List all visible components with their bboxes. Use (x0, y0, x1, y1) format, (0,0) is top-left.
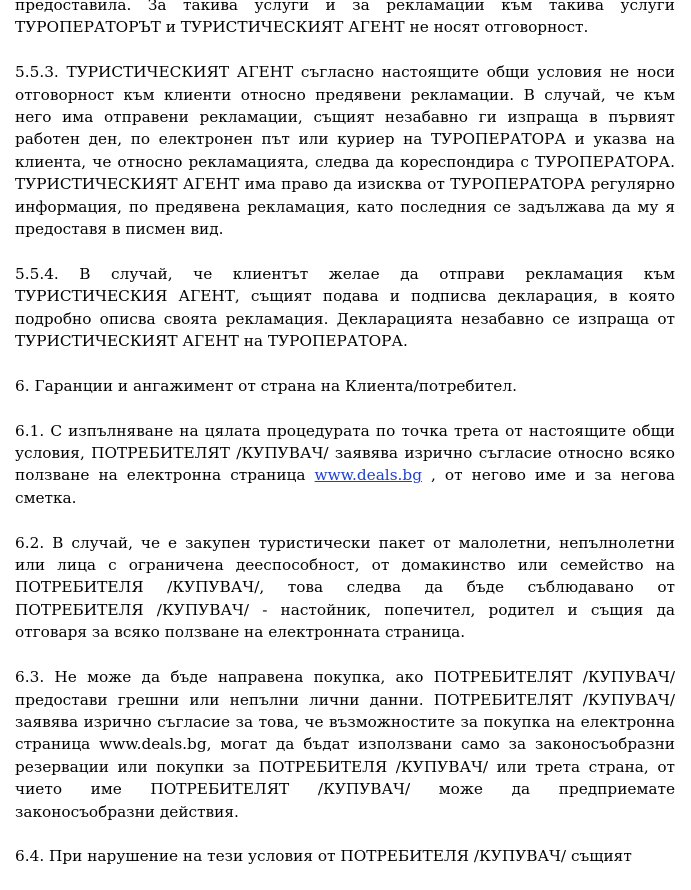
paragraph-continuation: предоставила. За такива услуги и за рекламации към такива услуги ТУРОПЕРАТОРЪТ и ТУРИСТИЧЕСКИЯТ АГЕНТ не носят отговорност. (15, 0, 675, 37)
paragraph-6-1-text-end: , от негово име и за негова сметка. (15, 466, 676, 507)
paragraph-6-3: 6.3. Не може да бъде направена покупка, ако ПОТРЕБИТЕЛЯТ /КУПУВАЧ/ предостави грешни или непълни лични данни. ПОТРЕБИТЕЛЯТ /КУПУВАЧ/ заявява изрично съгласие за това, че възможностите за покупка на електронна страница www.deals.bg, могат да бъдат използвани само за законосъобразни резервации или покупки за ПОТРЕБИТЕЛЯ /КУПУВАЧ/ или трета страна, от чието име ПОТРЕБИТЕЛЯТ /КУПУВАЧ/ може да предприемате законосъобразни действия. (15, 668, 675, 821)
paragraph-6-4: 6.4. При нарушение на тези условия от ПОТРЕБИТЕЛЯ /КУПУВАЧ/ същият (15, 847, 632, 866)
paragraph-5-5-4: 5.5.4. В случай, че клиентът желае да отправи рекламация към ТУРИСТИЧЕСКИЯ АГЕНТ, същият подава и подписва декларация, в която подробно описва своята рекламация. Декларацията незабавно се изпраща от ТУРИСТИЧЕСКИЯТ АГЕНТ на ТУРОПЕРАТОРА. (15, 264, 675, 351)
deals-link[interactable]: www.deals.bg (314, 466, 422, 485)
paragraph-6-2: 6.2. В случай, че е закупен туристически пакет от малолетни, непълнолетни или лица с ограничена дееспособност, от домакинство или семейство на ПОТРЕБИТЕЛЯ /КУПУВАЧ/, това следва да бъде съблюдавано от ПОТРЕБИТЕЛЯ /КУПУВАЧ/ - настойник, попечител, родител и същия да отговаря за всяко ползване на електронната страница. (15, 533, 675, 642)
paragraph-5-5-3: 5.5.3. ТУРИСТИЧЕСКИЯТ АГЕНТ съгласно настоящите общи условия не носи отговорност към клиенти относно предявени рекламации. В случай, че към него има отправени рекламации, същият незабавно ги изпраща в първият работен ден, по електронен път или куриер на ТУРОПЕРАТОРА и указва на клиента, че относно рекламацията, следва да кореспондира с ТУРОПЕРАТОРА. ТУРИСТИЧЕСКИЯТ АГЕНТ има право да изисква от ТУРОПЕРАТОРА регулярно информация, по предявена рекламация, като последния се задължава да му я предоставя в писмен вид. (15, 63, 675, 239)
paragraph-6-1-text: 6.1. С изпълняване на цялата процедурата по точка трета от настоящите общи условия, ПОТРЕБИТЕЛЯТ /КУПУВАЧ/ заявява изрично съгласие относно всяко ползване на електронна страница (15, 421, 675, 485)
section-heading-6: 6. Гаранции и ангажимент от страна на Клиента/потребител. (15, 376, 517, 395)
paragraph-6-1 (15, 420, 675, 510)
